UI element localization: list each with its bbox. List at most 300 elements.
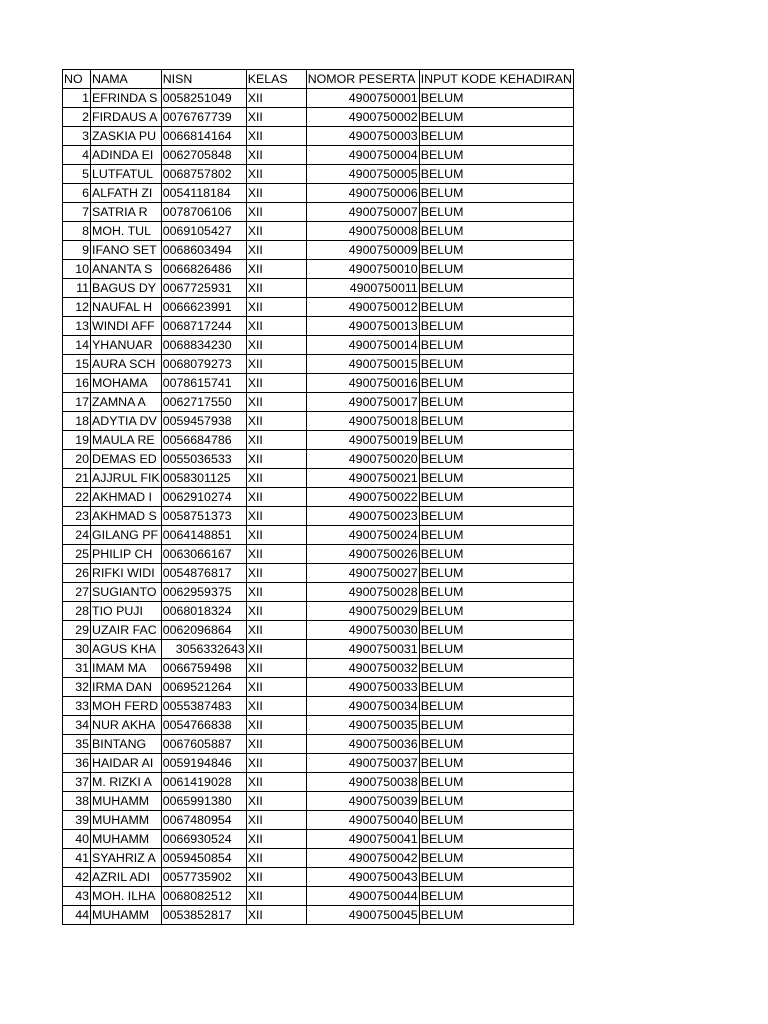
cell-nomor-peserta[interactable]: 4900750039 (306, 792, 419, 811)
cell-nama[interactable]: SATRIA R (91, 203, 162, 222)
cell-nama[interactable]: ALFATH ZI (91, 184, 162, 203)
cell-kelas[interactable]: XII (246, 849, 306, 868)
cell-no[interactable]: 41 (63, 849, 91, 868)
cell-kelas[interactable]: XII (246, 165, 306, 184)
cell-nomor-peserta[interactable]: 4900750017 (306, 393, 419, 412)
cell-kelas[interactable]: XII (246, 108, 306, 127)
cell-nama[interactable]: MOH. ILHA (91, 887, 162, 906)
cell-kelas[interactable]: XII (246, 659, 306, 678)
cell-nama[interactable]: MOH FERD (91, 697, 162, 716)
cell-kelas[interactable]: XII (246, 887, 306, 906)
cell-nama[interactable]: MUHAMM (91, 811, 162, 830)
cell-status[interactable]: BELUM (419, 336, 573, 355)
cell-nomor-peserta[interactable]: 4900750018 (306, 412, 419, 431)
cell-nama[interactable]: UZAIR FAC (91, 621, 162, 640)
cell-status[interactable]: BELUM (419, 526, 573, 545)
cell-nomor-peserta[interactable]: 4900750004 (306, 146, 419, 165)
cell-nomor-peserta[interactable]: 4900750042 (306, 849, 419, 868)
table-row (63, 165, 574, 184)
cell-nisn[interactable]: 0054876817 (161, 564, 246, 583)
cell-nisn[interactable]: 0068079273 (161, 355, 246, 374)
cell-nama[interactable]: ZAMNA A (91, 393, 162, 412)
cell-kelas[interactable]: XII (246, 298, 306, 317)
cell-kelas[interactable]: XII (246, 469, 306, 488)
cell-no[interactable]: 16 (63, 374, 91, 393)
cell-no[interactable]: 4 (63, 146, 91, 165)
cell-no[interactable]: 28 (63, 602, 91, 621)
cell-status[interactable]: BELUM (419, 621, 573, 640)
cell-nisn[interactable]: 0059457938 (161, 412, 246, 431)
header-input-kode-kehadiran[interactable] (419, 70, 573, 89)
table-row (63, 488, 574, 507)
cell-nama[interactable]: WINDI AFF (91, 317, 162, 336)
header-kelas[interactable]: KELAS (246, 70, 306, 89)
cell-nomor-peserta[interactable]: 4900750006 (306, 184, 419, 203)
cell-nama[interactable]: YHANUAR (91, 336, 162, 355)
cell-nisn[interactable]: 0066814164 (161, 127, 246, 146)
cell-nisn[interactable]: 0054766838 (161, 716, 246, 735)
cell-status[interactable]: BELUM (419, 830, 573, 849)
cell-kelas[interactable]: XII (246, 260, 306, 279)
cell-status[interactable]: BELUM (419, 659, 573, 678)
cell-nama[interactable]: BINTANG (91, 735, 162, 754)
cell-nomor-peserta[interactable]: 4900750019 (306, 431, 419, 450)
cell-status[interactable]: BELUM (419, 678, 573, 697)
cell-nisn[interactable]: 0062705848 (161, 146, 246, 165)
cell-kelas[interactable]: XII (246, 716, 306, 735)
cell-nama[interactable]: AJJRUL FIK (91, 469, 162, 488)
table-row (63, 279, 574, 298)
cell-kelas[interactable]: XII (246, 602, 306, 621)
cell-nisn[interactable]: 0068757802 (161, 165, 246, 184)
cell-status[interactable]: BELUM (419, 374, 573, 393)
cell-nisn[interactable]: 0068717244 (161, 317, 246, 336)
cell-nomor-peserta[interactable]: 4900750033 (306, 678, 419, 697)
cell-status[interactable]: BELUM (419, 317, 573, 336)
cell-kelas[interactable]: XII (246, 792, 306, 811)
cell-nomor-peserta[interactable]: 4900750035 (306, 716, 419, 735)
cell-status[interactable]: BELUM (419, 412, 573, 431)
header-no[interactable]: NO (63, 70, 91, 89)
attendance-table (62, 69, 574, 925)
cell-nisn[interactable]: 0069105427 (161, 222, 246, 241)
cell-nisn[interactable]: 0058751373 (161, 507, 246, 526)
header-nisn[interactable]: NISN (161, 70, 246, 89)
cell-kelas[interactable]: XII (246, 374, 306, 393)
cell-kelas[interactable]: XII (246, 89, 306, 108)
cell-no[interactable]: 30 (63, 640, 91, 659)
cell-kelas[interactable]: XII (246, 184, 306, 203)
cell-no[interactable]: 32 (63, 678, 91, 697)
cell-nisn[interactable]: 0061419028 (161, 773, 246, 792)
cell-nama[interactable]: AKHMAD S (91, 507, 162, 526)
cell-nama[interactable]: NUR AKHA (91, 716, 162, 735)
cell-kelas[interactable]: XII (246, 640, 306, 659)
table-row (63, 507, 574, 526)
cell-nama[interactable]: MUHAMM (91, 792, 162, 811)
cell-nama[interactable]: FIRDAUS A (91, 108, 162, 127)
cell-no[interactable]: 44 (63, 906, 91, 925)
cell-no[interactable]: 29 (63, 621, 91, 640)
cell-nama[interactable]: PHILIP CH (91, 545, 162, 564)
cell-nama[interactable]: SUGIANTO (91, 583, 162, 602)
cell-nomor-peserta[interactable]: 4900750040 (306, 811, 419, 830)
cell-status[interactable]: BELUM (419, 906, 573, 925)
cell-nomor-peserta[interactable]: 4900750007 (306, 203, 419, 222)
cell-kelas[interactable]: XII (246, 127, 306, 146)
cell-nisn[interactable]: 0062717550 (161, 393, 246, 412)
cell-status[interactable]: BELUM (419, 868, 573, 887)
cell-kelas[interactable]: XII (246, 336, 306, 355)
cell-nisn[interactable]: 0063066167 (161, 545, 246, 564)
table-row (63, 374, 574, 393)
cell-kelas[interactable]: XII (246, 583, 306, 602)
table-row (63, 127, 574, 146)
table-row (63, 393, 574, 412)
header-nomor-peserta[interactable]: NOMOR PESERTA (306, 70, 419, 89)
header-row (63, 70, 574, 89)
cell-nisn[interactable]: 0059450854 (161, 849, 246, 868)
cell-no[interactable]: 27 (63, 583, 91, 602)
cell-nisn[interactable]: 0067725931 (161, 279, 246, 298)
cell-status[interactable]: BELUM (419, 108, 573, 127)
cell-nama[interactable]: TIO PUJI (91, 602, 162, 621)
table-row (63, 640, 574, 659)
cell-status[interactable]: BELUM (419, 279, 573, 298)
cell-nomor-peserta[interactable]: 4900750024 (306, 526, 419, 545)
cell-kelas[interactable]: XII (246, 431, 306, 450)
cell-status[interactable]: BELUM (419, 735, 573, 754)
table-row (63, 830, 574, 849)
cell-nomor-peserta[interactable]: 4900750036 (306, 735, 419, 754)
cell-no[interactable]: 22 (63, 488, 91, 507)
cell-no[interactable]: 23 (63, 507, 91, 526)
cell-nomor-peserta[interactable]: 4900750021 (306, 469, 419, 488)
cell-nama[interactable]: AKHMAD I (91, 488, 162, 507)
cell-kelas[interactable]: XII (246, 412, 306, 431)
cell-no[interactable]: 11 (63, 279, 91, 298)
cell-kelas[interactable]: XII (246, 203, 306, 222)
cell-nama[interactable]: ADINDA EI (91, 146, 162, 165)
cell-no[interactable]: 7 (63, 203, 91, 222)
cell-nomor-peserta[interactable]: 4900750020 (306, 450, 419, 469)
cell-kelas[interactable]: XII (246, 773, 306, 792)
cell-nomor-peserta[interactable]: 4900750034 (306, 697, 419, 716)
cell-nisn[interactable]: 0054118184 (161, 184, 246, 203)
cell-kelas[interactable]: XII (246, 222, 306, 241)
cell-status[interactable]: BELUM (419, 697, 573, 716)
cell-no[interactable]: 43 (63, 887, 91, 906)
cell-nomor-peserta[interactable]: 4900750027 (306, 564, 419, 583)
cell-nisn[interactable]: 0068603494 (161, 241, 246, 260)
cell-nama[interactable]: IFANO SET (91, 241, 162, 260)
cell-nomor-peserta[interactable]: 4900750001 (306, 89, 419, 108)
cell-no[interactable]: 19 (63, 431, 91, 450)
cell-status[interactable]: BELUM (419, 488, 573, 507)
cell-no[interactable]: 25 (63, 545, 91, 564)
cell-kelas[interactable]: XII (246, 545, 306, 564)
cell-nomor-peserta[interactable]: 4900750002 (306, 108, 419, 127)
cell-kelas[interactable]: XII (246, 830, 306, 849)
cell-status[interactable]: BELUM (419, 89, 573, 108)
cell-kelas[interactable]: XII (246, 279, 306, 298)
cell-nama[interactable]: HAIDAR AI (91, 754, 162, 773)
cell-nisn[interactable]: 3056332643 (161, 640, 246, 659)
cell-kelas[interactable]: XII (246, 906, 306, 925)
cell-nomor-peserta[interactable]: 4900750026 (306, 545, 419, 564)
cell-no[interactable]: 9 (63, 241, 91, 260)
cell-nisn[interactable]: 0057735902 (161, 868, 246, 887)
cell-no[interactable]: 12 (63, 298, 91, 317)
cell-nisn[interactable]: 0068018324 (161, 602, 246, 621)
table-row (63, 469, 574, 488)
header-input-kode-kehadiran-label: INPUT KODE KEHADIRAN (420, 72, 572, 86)
cell-status[interactable]: BELUM (419, 165, 573, 184)
cell-nama[interactable]: ZASKIA PU (91, 127, 162, 146)
cell-kelas[interactable]: XII (246, 697, 306, 716)
cell-kelas[interactable]: XII (246, 450, 306, 469)
cell-status[interactable]: BELUM (419, 792, 573, 811)
table-row (63, 811, 574, 830)
cell-kelas[interactable]: XII (246, 678, 306, 697)
table-row (63, 545, 574, 564)
cell-status[interactable]: BELUM (419, 469, 573, 488)
cell-status[interactable]: BELUM (419, 222, 573, 241)
cell-status[interactable]: BELUM (419, 640, 573, 659)
cell-kelas[interactable]: XII (246, 507, 306, 526)
table-row (63, 659, 574, 678)
cell-no[interactable]: 13 (63, 317, 91, 336)
cell-nama[interactable]: MUHAMM (91, 830, 162, 849)
cell-no[interactable]: 5 (63, 165, 91, 184)
cell-kelas[interactable]: XII (246, 393, 306, 412)
cell-no[interactable]: 39 (63, 811, 91, 830)
table-row (63, 431, 574, 450)
cell-nama[interactable]: DEMAS ED (91, 450, 162, 469)
cell-nisn[interactable]: 0078706106 (161, 203, 246, 222)
cell-status[interactable]: BELUM (419, 184, 573, 203)
table-row (63, 906, 574, 925)
cell-nisn[interactable]: 0066826486 (161, 260, 246, 279)
cell-nisn[interactable]: 0076767739 (161, 108, 246, 127)
cell-nomor-peserta[interactable]: 4900750044 (306, 887, 419, 906)
cell-kelas[interactable]: XII (246, 355, 306, 374)
cell-no[interactable]: 17 (63, 393, 91, 412)
cell-nomor-peserta[interactable]: 4900750032 (306, 659, 419, 678)
cell-status[interactable]: BELUM (419, 716, 573, 735)
cell-kelas[interactable]: XII (246, 317, 306, 336)
table-row (63, 621, 574, 640)
cell-no[interactable]: 15 (63, 355, 91, 374)
cell-status[interactable]: BELUM (419, 146, 573, 165)
cell-nama[interactable]: GILANG PF (91, 526, 162, 545)
cell-nomor-peserta[interactable]: 4900750016 (306, 374, 419, 393)
cell-nisn[interactable]: 0078615741 (161, 374, 246, 393)
cell-nama[interactable]: M. RIZKI A (91, 773, 162, 792)
cell-nisn[interactable]: 0066930524 (161, 830, 246, 849)
table-row (63, 298, 574, 317)
cell-nomor-peserta[interactable]: 4900750015 (306, 355, 419, 374)
cell-no[interactable]: 8 (63, 222, 91, 241)
cell-nama[interactable]: ANANTA S (91, 260, 162, 279)
cell-kelas[interactable]: XII (246, 146, 306, 165)
cell-nomor-peserta[interactable]: 4900750009 (306, 241, 419, 260)
cell-nisn[interactable]: 0055387483 (161, 697, 246, 716)
cell-no[interactable]: 31 (63, 659, 91, 678)
cell-no[interactable]: 26 (63, 564, 91, 583)
cell-no[interactable]: 40 (63, 830, 91, 849)
cell-nomor-peserta[interactable]: 4900750010 (306, 260, 419, 279)
cell-nama[interactable]: MOH. TUL (91, 222, 162, 241)
cell-kelas[interactable]: XII (246, 754, 306, 773)
cell-status[interactable]: BELUM (419, 127, 573, 146)
cell-nama[interactable]: MAULA RE (91, 431, 162, 450)
cell-nomor-peserta[interactable]: 4900750003 (306, 127, 419, 146)
cell-nisn[interactable]: 0062910274 (161, 488, 246, 507)
cell-status[interactable]: BELUM (419, 849, 573, 868)
cell-no[interactable]: 24 (63, 526, 91, 545)
cell-nama[interactable]: AZRIL ADI (91, 868, 162, 887)
cell-no[interactable]: 14 (63, 336, 91, 355)
cell-nomor-peserta[interactable]: 4900750043 (306, 868, 419, 887)
cell-nisn[interactable]: 0056684786 (161, 431, 246, 450)
table-row (63, 336, 574, 355)
cell-no[interactable]: 18 (63, 412, 91, 431)
cell-nomor-peserta[interactable]: 4900750028 (306, 583, 419, 602)
cell-no[interactable]: 6 (63, 184, 91, 203)
cell-status[interactable]: BELUM (419, 260, 573, 279)
cell-nama[interactable]: SYAHRIZ A (91, 849, 162, 868)
cell-status[interactable]: BELUM (419, 450, 573, 469)
cell-nisn[interactable]: 0062096864 (161, 621, 246, 640)
cell-nisn[interactable]: 0055036533 (161, 450, 246, 469)
cell-status[interactable]: BELUM (419, 355, 573, 374)
table-row (63, 602, 574, 621)
cell-status[interactable]: BELUM (419, 811, 573, 830)
table-row (63, 583, 574, 602)
cell-no[interactable]: 2 (63, 108, 91, 127)
cell-status[interactable]: BELUM (419, 431, 573, 450)
cell-no[interactable]: 37 (63, 773, 91, 792)
cell-no[interactable]: 33 (63, 697, 91, 716)
cell-nama[interactable]: ADYTIA DV (91, 412, 162, 431)
cell-nama[interactable]: MUHAMM (91, 906, 162, 925)
cell-nomor-peserta[interactable]: 4900750023 (306, 507, 419, 526)
cell-no[interactable]: 21 (63, 469, 91, 488)
cell-nisn[interactable]: 0067480954 (161, 811, 246, 830)
cell-nomor-peserta[interactable]: 4900750022 (306, 488, 419, 507)
cell-no[interactable]: 1 (63, 89, 91, 108)
cell-kelas[interactable]: XII (246, 564, 306, 583)
cell-kelas[interactable]: XII (246, 811, 306, 830)
cell-nomor-peserta[interactable]: 4900750005 (306, 165, 419, 184)
cell-no[interactable]: 10 (63, 260, 91, 279)
cell-nomor-peserta[interactable]: 4900750013 (306, 317, 419, 336)
cell-status[interactable]: BELUM (419, 602, 573, 621)
cell-kelas[interactable]: XII (246, 526, 306, 545)
cell-status[interactable]: BELUM (419, 393, 573, 412)
cell-nomor-peserta[interactable]: 4900750038 (306, 773, 419, 792)
cell-status[interactable]: BELUM (419, 754, 573, 773)
cell-nama[interactable]: IMAM MA (91, 659, 162, 678)
cell-nama[interactable]: AGUS KHA (91, 640, 162, 659)
cell-nomor-peserta[interactable]: 4900750029 (306, 602, 419, 621)
cell-status[interactable]: BELUM (419, 583, 573, 602)
cell-nomor-peserta[interactable]: 4900750008 (306, 222, 419, 241)
cell-nisn[interactable]: 0068834230 (161, 336, 246, 355)
cell-nisn[interactable]: 0066759498 (161, 659, 246, 678)
cell-kelas[interactable]: XII (246, 621, 306, 640)
table-row (63, 108, 574, 127)
cell-kelas[interactable]: XII (246, 735, 306, 754)
cell-nomor-peserta[interactable]: 4900750030 (306, 621, 419, 640)
cell-nisn[interactable]: 0068082512 (161, 887, 246, 906)
header-nama[interactable]: NAMA (91, 70, 162, 89)
cell-nisn[interactable]: 0059194846 (161, 754, 246, 773)
cell-no[interactable]: 36 (63, 754, 91, 773)
cell-nomor-peserta[interactable]: 4900750012 (306, 298, 419, 317)
cell-no[interactable]: 20 (63, 450, 91, 469)
table-row (63, 203, 574, 222)
cell-nomor-peserta[interactable]: 4900750041 (306, 830, 419, 849)
cell-nisn[interactable]: 0066623991 (161, 298, 246, 317)
cell-status[interactable]: BELUM (419, 545, 573, 564)
cell-kelas[interactable]: XII (246, 488, 306, 507)
table-row (63, 317, 574, 336)
cell-no[interactable]: 42 (63, 868, 91, 887)
cell-kelas[interactable]: XII (246, 868, 306, 887)
cell-nama[interactable]: EFRINDA S (91, 89, 162, 108)
cell-nisn[interactable]: 0053852817 (161, 906, 246, 925)
cell-status[interactable]: BELUM (419, 564, 573, 583)
cell-nomor-peserta[interactable]: 4900750011 (306, 279, 419, 298)
cell-no[interactable]: 35 (63, 735, 91, 754)
cell-nomor-peserta[interactable]: 4900750031 (306, 640, 419, 659)
spreadsheet (62, 69, 574, 925)
cell-nama[interactable]: AURA SCH (91, 355, 162, 374)
cell-no[interactable]: 38 (63, 792, 91, 811)
cell-nama[interactable]: LUTFATUL (91, 165, 162, 184)
cell-status[interactable]: BELUM (419, 298, 573, 317)
table-row (63, 89, 574, 108)
cell-nomor-peserta[interactable]: 4900750045 (306, 906, 419, 925)
cell-nisn[interactable]: 0062959375 (161, 583, 246, 602)
cell-no[interactable]: 34 (63, 716, 91, 735)
cell-nisn[interactable]: 0065991380 (161, 792, 246, 811)
cell-status[interactable]: BELUM (419, 507, 573, 526)
cell-nisn[interactable]: 0069521264 (161, 678, 246, 697)
cell-nama[interactable]: IRMA DAN (91, 678, 162, 697)
cell-nomor-peserta[interactable]: 4900750014 (306, 336, 419, 355)
cell-status[interactable]: BELUM (419, 773, 573, 792)
cell-nisn[interactable]: 0064148851 (161, 526, 246, 545)
cell-status[interactable]: BELUM (419, 887, 573, 906)
cell-kelas[interactable]: XII (246, 241, 306, 260)
cell-nisn[interactable]: 0058301125 (161, 469, 246, 488)
table-row (63, 526, 574, 545)
cell-nama[interactable]: MOHAMA (91, 374, 162, 393)
cell-nama[interactable]: RIFKI WIDI (91, 564, 162, 583)
cell-nama[interactable]: NAUFAL H (91, 298, 162, 317)
cell-nomor-peserta[interactable]: 4900750037 (306, 754, 419, 773)
cell-status[interactable]: BELUM (419, 203, 573, 222)
cell-no[interactable]: 3 (63, 127, 91, 146)
cell-nama[interactable]: BAGUS DY (91, 279, 162, 298)
cell-nisn[interactable]: 0058251049 (161, 89, 246, 108)
cell-status[interactable]: BELUM (419, 241, 573, 260)
cell-nisn[interactable]: 0067605887 (161, 735, 246, 754)
table-row (63, 887, 574, 906)
